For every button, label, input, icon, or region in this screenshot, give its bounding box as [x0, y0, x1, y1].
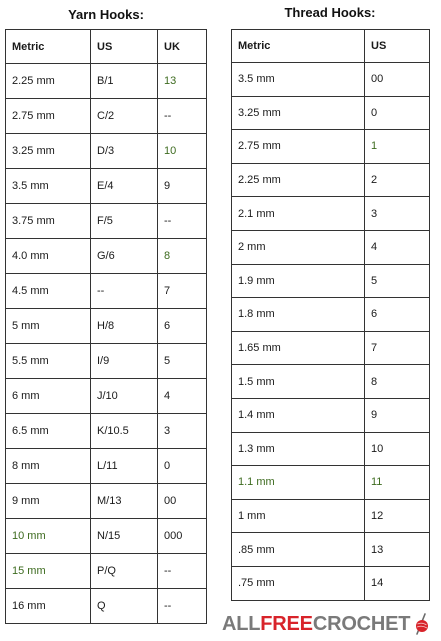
cell-metric: 4.5 mm	[6, 274, 91, 309]
cell-uk: --	[158, 554, 207, 589]
cell-us: E/4	[91, 169, 158, 204]
table-row	[6, 64, 207, 99]
cell-us: B/1	[91, 64, 158, 99]
table-row	[232, 398, 430, 432]
cell-metric: 5.5 mm	[6, 344, 91, 379]
logo-text-all: ALL	[222, 613, 261, 635]
table-row	[232, 197, 430, 231]
table-row	[232, 264, 430, 298]
cell-us: 12	[365, 499, 430, 533]
table-row	[6, 239, 207, 274]
cell-metric: 15 mm	[6, 554, 91, 589]
cell-us: 3	[365, 197, 430, 231]
cell-metric: 3.25 mm	[232, 96, 365, 130]
cell-metric: 16 mm	[6, 589, 91, 624]
table-row	[232, 298, 430, 332]
cell-metric: 4.0 mm	[6, 239, 91, 274]
cell-uk: 5	[158, 344, 207, 379]
cell-metric: 6 mm	[6, 379, 91, 414]
cell-uk: --	[158, 99, 207, 134]
cell-us: F/5	[91, 204, 158, 239]
cell-metric: 1.4 mm	[232, 398, 365, 432]
cell-metric: 3.5 mm	[232, 63, 365, 97]
table-row	[232, 96, 430, 130]
table-row	[232, 365, 430, 399]
table-row	[232, 63, 430, 97]
cell-metric: 1.9 mm	[232, 264, 365, 298]
cell-metric: 2.1 mm	[232, 197, 365, 231]
column-header-metric: Metric	[232, 30, 365, 63]
cell-us: 5	[365, 264, 430, 298]
cell-uk: 7	[158, 274, 207, 309]
table-row	[6, 414, 207, 449]
cell-metric: 3.75 mm	[6, 204, 91, 239]
cell-us: 9	[365, 398, 430, 432]
cell-us: 0	[365, 96, 430, 130]
table-row	[6, 379, 207, 414]
cell-metric: 1.5 mm	[232, 365, 365, 399]
cell-us: G/6	[91, 239, 158, 274]
cell-metric: 2.75 mm	[232, 130, 365, 164]
table-row	[232, 432, 430, 466]
table-row	[232, 130, 430, 164]
cell-metric: 2.25 mm	[232, 163, 365, 197]
table-row	[6, 134, 207, 169]
table-row	[232, 466, 430, 500]
cell-us: L/11	[91, 449, 158, 484]
cell-us: J/10	[91, 379, 158, 414]
table-row	[6, 589, 207, 624]
cell-uk: 8	[158, 239, 207, 274]
cell-metric: 2.25 mm	[6, 64, 91, 99]
cell-us: 00	[365, 63, 430, 97]
logo-text-free: FREE	[260, 613, 313, 635]
cell-us: N/15	[91, 519, 158, 554]
table-row	[6, 169, 207, 204]
thread-hooks-title: Thread Hooks:	[284, 5, 376, 20]
cell-uk: 00	[158, 484, 207, 519]
table-row	[6, 274, 207, 309]
cell-uk: 0	[158, 449, 207, 484]
table-row	[232, 331, 430, 365]
cell-us: 11	[365, 466, 430, 500]
cell-uk: 6	[158, 309, 207, 344]
column-header-metric: Metric	[6, 30, 91, 64]
cell-uk: 13	[158, 64, 207, 99]
cell-metric: 3.5 mm	[6, 169, 91, 204]
cell-us: C/2	[91, 99, 158, 134]
cell-uk: 3	[158, 414, 207, 449]
cell-us: P/Q	[91, 554, 158, 589]
cell-us: 10	[365, 432, 430, 466]
cell-metric: 2 mm	[232, 230, 365, 264]
cell-us: 8	[365, 365, 430, 399]
thread-hooks-table	[231, 29, 430, 601]
cell-metric: 2.75 mm	[6, 99, 91, 134]
cell-uk: 9	[158, 169, 207, 204]
cell-uk: 4	[158, 379, 207, 414]
cell-us: 4	[365, 230, 430, 264]
cell-us: K/10.5	[91, 414, 158, 449]
table-row	[6, 519, 207, 554]
cell-uk: 10	[158, 134, 207, 169]
table-row	[6, 99, 207, 134]
cell-us: H/8	[91, 309, 158, 344]
table-row	[6, 309, 207, 344]
table-row	[232, 533, 430, 567]
cell-uk: 000	[158, 519, 207, 554]
cell-metric: 8 mm	[6, 449, 91, 484]
cell-us: 13	[365, 533, 430, 567]
cell-metric: .85 mm	[232, 533, 365, 567]
table-row	[6, 449, 207, 484]
cell-metric: 1.65 mm	[232, 331, 365, 365]
table-header-row	[6, 30, 207, 64]
table-header-row	[232, 30, 430, 63]
cell-us: D/3	[91, 134, 158, 169]
cell-metric: 5 mm	[6, 309, 91, 344]
table-row	[6, 344, 207, 379]
cell-us: 6	[365, 298, 430, 332]
yarn-hooks-table	[5, 29, 207, 624]
cell-metric: 1.3 mm	[232, 432, 365, 466]
table-row	[232, 230, 430, 264]
yarn-ball-hook-icon	[411, 612, 433, 636]
table-row	[6, 554, 207, 589]
cell-metric: 1.8 mm	[232, 298, 365, 332]
yarn-hooks-title: Yarn Hooks:	[68, 7, 144, 22]
cell-uk: --	[158, 589, 207, 624]
allfreecrochet-logo	[222, 612, 434, 636]
table-row	[6, 204, 207, 239]
column-header-uk: UK	[158, 30, 207, 64]
logo-text-crochet: CROCHET	[312, 613, 411, 635]
cell-metric: 10 mm	[6, 519, 91, 554]
cell-metric: 1 mm	[232, 499, 365, 533]
cell-us: Q	[91, 589, 158, 624]
cell-us: --	[91, 274, 158, 309]
cell-metric: .75 mm	[232, 566, 365, 600]
cell-us: I/9	[91, 344, 158, 379]
cell-us: 2	[365, 163, 430, 197]
table-row	[6, 484, 207, 519]
table-row	[232, 566, 430, 600]
cell-metric: 1.1 mm	[232, 466, 365, 500]
column-header-us: US	[91, 30, 158, 64]
column-header-us: US	[365, 30, 430, 63]
cell-us: M/13	[91, 484, 158, 519]
cell-metric: 6.5 mm	[6, 414, 91, 449]
table-row	[232, 499, 430, 533]
cell-us: 14	[365, 566, 430, 600]
cell-metric: 3.25 mm	[6, 134, 91, 169]
cell-metric: 9 mm	[6, 484, 91, 519]
table-row	[232, 163, 430, 197]
cell-uk: --	[158, 204, 207, 239]
cell-us: 7	[365, 331, 430, 365]
cell-us: 1	[365, 130, 430, 164]
